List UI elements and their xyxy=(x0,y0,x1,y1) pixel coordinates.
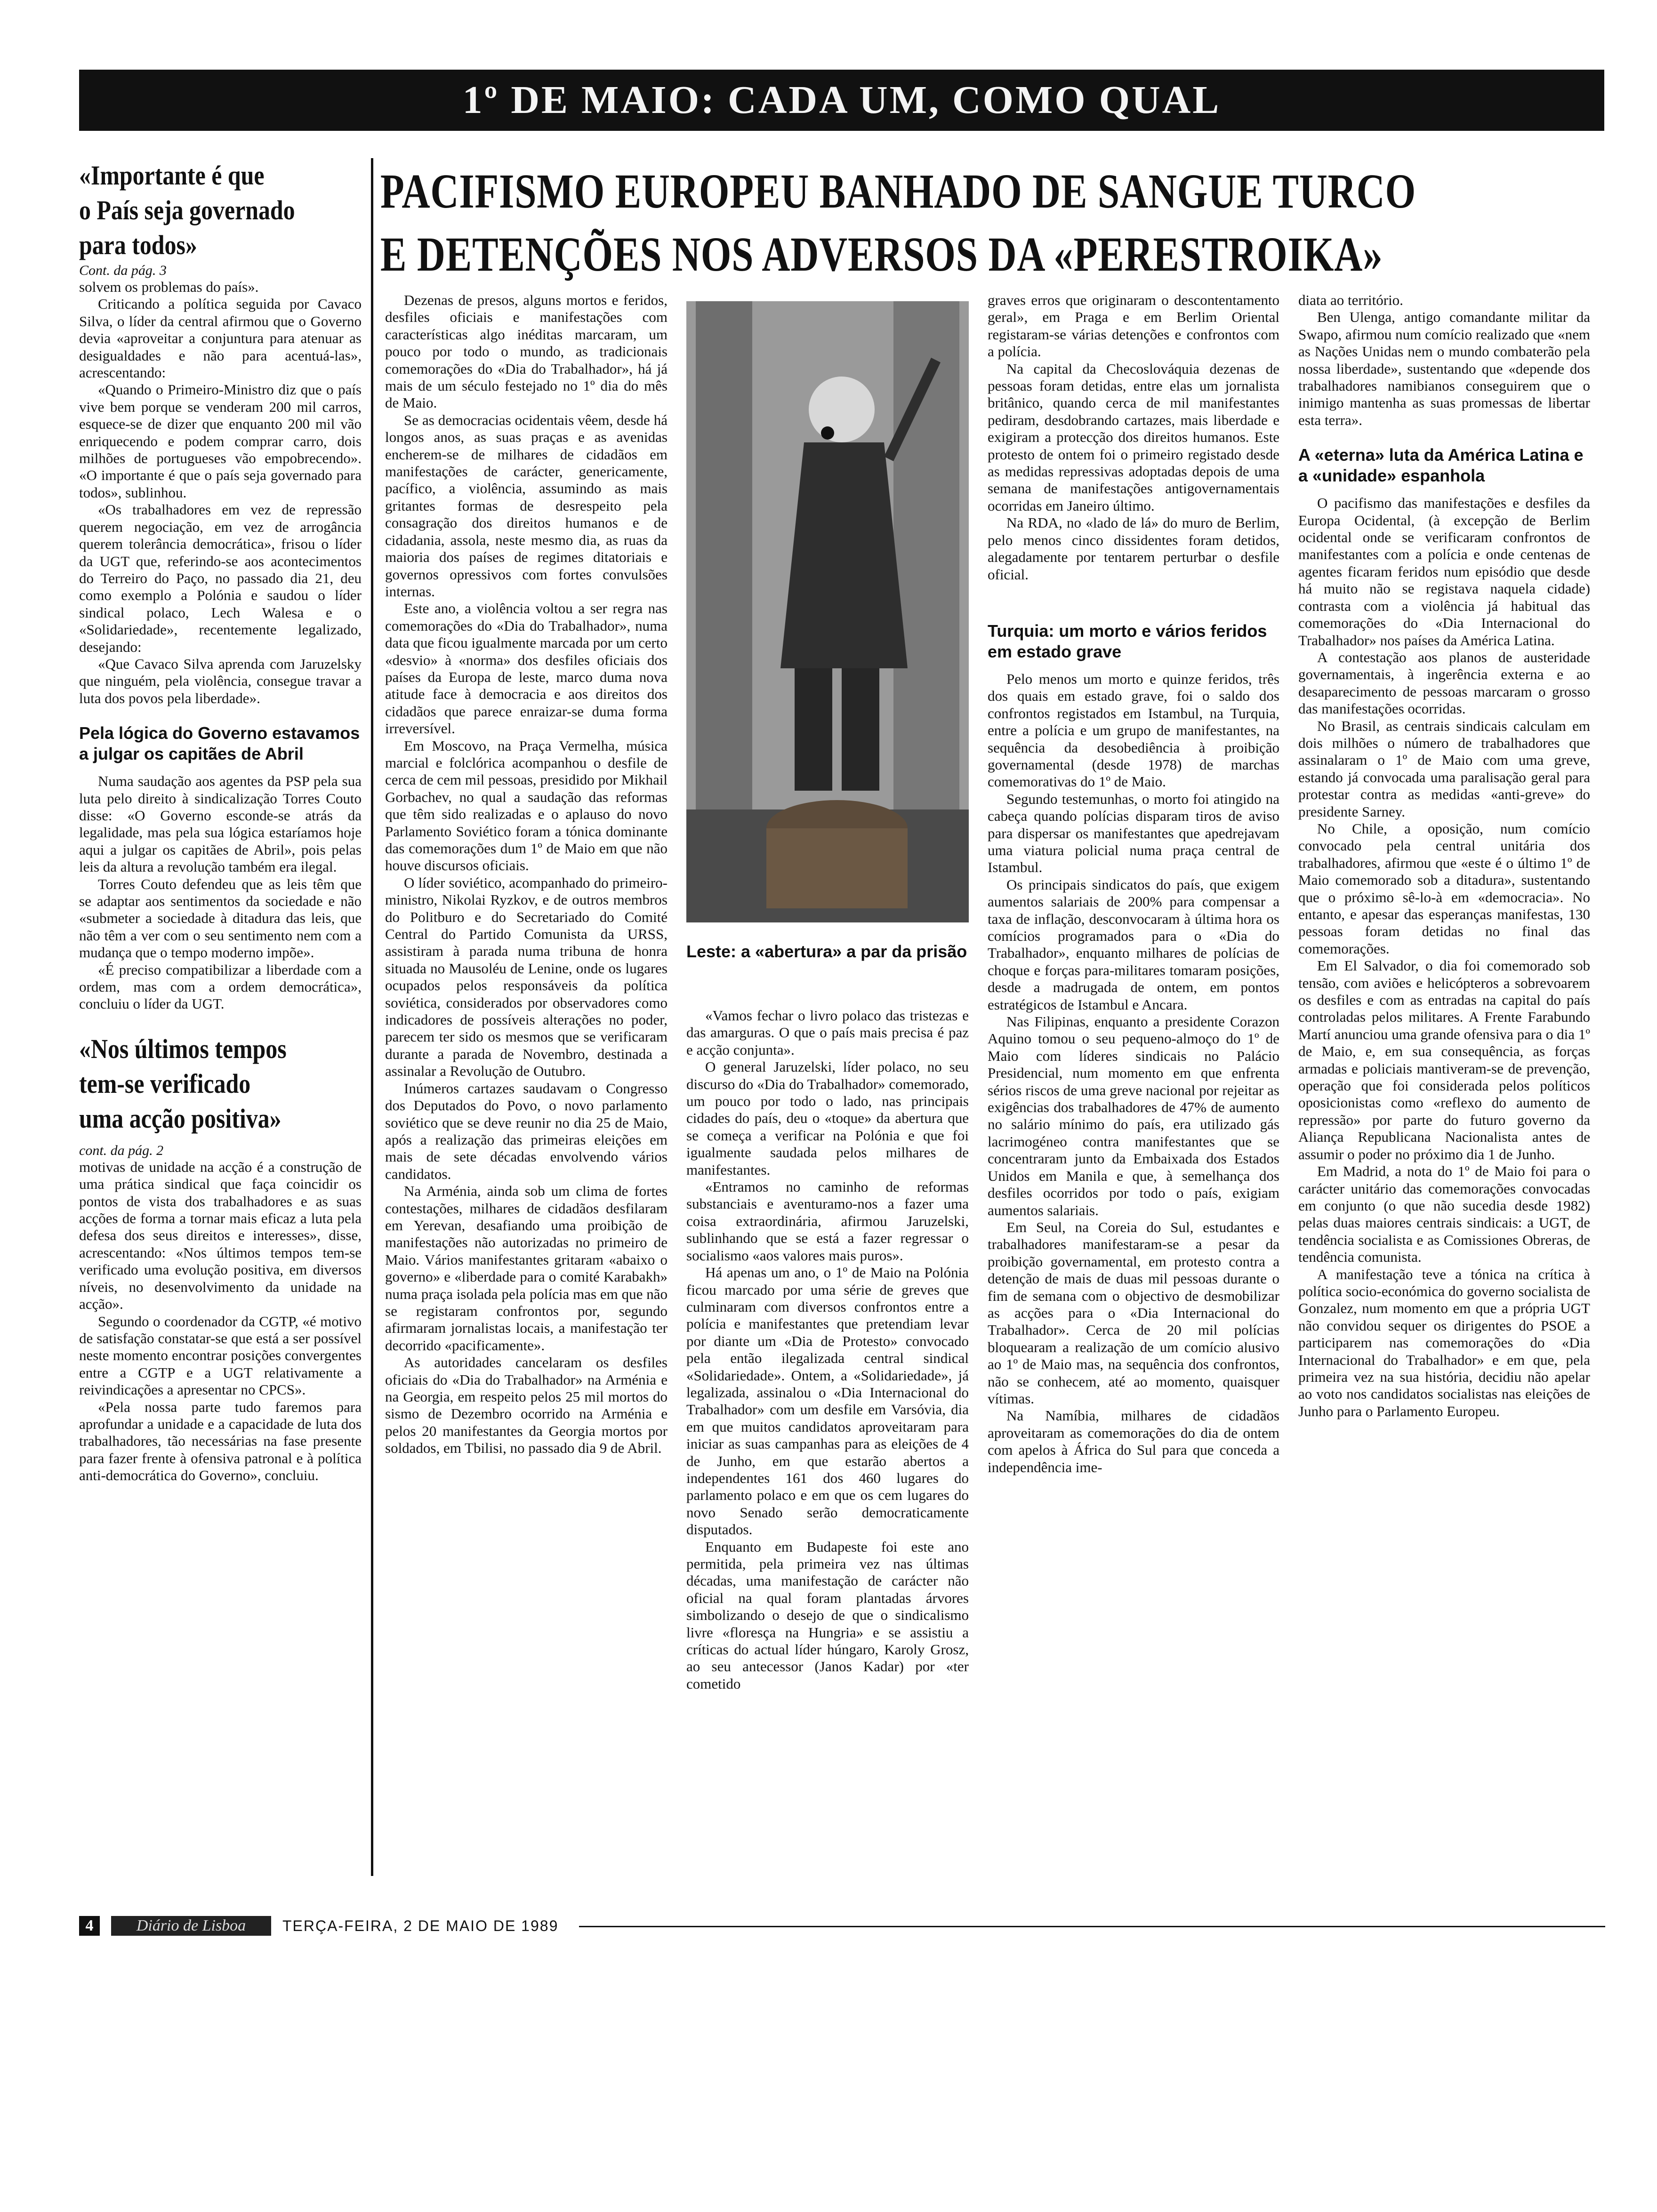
paragraph: Segundo testemunhas, o morto foi atingido na cabeça quando polícias disparam tiros de aviso para dispersar os manifestantes que apedrejavam uma viatura policial numa praça central de Istambul. xyxy=(988,790,1279,876)
paragraph: diata ao território. xyxy=(1298,292,1403,308)
paragraph: «Que Cavaco Silva aprenda com Jaruzelsky que ninguém, pela violência, consegue travar a luta dos povos pela liberdade». xyxy=(79,655,362,706)
paragraph: motivas de unidade na acção é a construção de uma prática sindical que faça coincidir os pontos de vista dos trabalhadores e as suas acções de forma a tornar mais eficaz a luta pela defesa dos seus direitos e interesses», disse, acrescentando: «Nos últimos tempos tem-se verificado uma evolução positiva, em diversos níveis, no desenvolvimento da unidade na acção». xyxy=(79,1158,362,1313)
paragraph: Há apenas um ano, o 1º de Maio na Polónia ficou marcado por uma série de greves que culminaram com diversos confrontos entre a polícia e manifestantes que pretendiam levar por diante um «Dia de Protesto» convocado pela então ilegalizada central sindical «Solidariedade». Ontem, a «Solidariedade», já legalizada, assinalou o «Dia Internacional do Trabalhador» com um desfile em Varsóvia, dia em que muitos candidatos aproveitaram para iniciar as suas campanhas para as eleições de 4 de Junho, em que estarão abertos a independentes 161 dos 460 lugares do parlamento polaco e em que os cem lugares do novo Senado serão democraticamente disputados. xyxy=(686,1264,969,1538)
paragraph: O general Jaruzelski, líder polaco, no seu discurso do «Dia do Trabalhador» comemorado, um pouco por todo o lado, nas principais cidades do país, deu o «toque» da abertura que se começa a verificar na Polónia e que foi igualmente saudada pelos milhares de manifestantes. xyxy=(686,1058,969,1178)
column-divider xyxy=(371,158,373,1876)
paragraph: Em Seul, na Coreia do Sul, estudantes e trabalhadores manifestaram-se a pesar da proibição governamental, em protesto contra a detenção de mais de duas mil pessoas durante o fim de semana com o objectivo de desmobilizar as acções para o «Dia Internacional do Trabalhador». Cerca de 20 mil polícias bloquearam a realização de um comício alusivo ao 1º de Maio mas, na sequência dos confrontos, não se conhecem, até ao momento, quaisquer vítimas. xyxy=(988,1218,1279,1407)
paragraph: Nas Filipinas, enquanto a presidente Corazon Aquino tomou o seu pequeno-almoço do 1º de Maio com líderes sindicais no Palácio Presidencial, num momento em que enfrenta sérios riscos de uma greve nacional por rejeitar as exigências dos trabalhadores de 47% de aumento no salário mínimo do país, era utilizado gás lacrimogéneo contra manifestantes que se concentraram junto da Embaixada dos Estados Unidos em Manila e que, à semelhança dos desfiles ocorridos por todo o país, exigiam aumentos salariais. xyxy=(988,1013,1279,1218)
paragraph: Se as democracias ocidentais vêem, desde há longos anos, as suas praças e as avenidas encherem-se de milhares de cidadãos em manifestações de carácter, genericamente, pacífico, a violência, assumindo as mais gritantes formas de desrespeito pela consagração dos direitos humanos e de cidadania, assola, neste mesmo dia, as ruas da maioria dos países de regimes ditatoriais e governos opressivos com fortes convulsões internas. xyxy=(385,411,668,600)
paragraph: No Chile, a oposição, num comício convocado pela central unitária dos trabalhadores, afirmou que «este é o último 1º de Maio comemorado sob a ditadura», sustentando que o próximo sê-lo-à em «democracia». No entanto, e apesar das esperanças manifestas, 130 pessoas foram detidas no final das comemorações. xyxy=(1298,820,1590,957)
paragraph: Em Madrid, a nota do 1º de Maio foi para o carácter unitário das comemorações convocadas em conjunto (o que não sucedia desde 1982) pelas duas maiores centrais sindicais: a UGT, de tendência socialista e as Comissiones Obreras, de tendência comunista. xyxy=(1298,1163,1590,1266)
headline-line: E DETENÇÕES NOS ADVERSOS DA «PERESTROIKA» xyxy=(380,227,1383,281)
paragraph: solvem os problemas do país». xyxy=(79,279,259,295)
photo-caption: Leste: a «abertura» a par da prisão xyxy=(686,942,967,961)
paragraph: Criticando a política seguida por Cavaco Silva, o líder da central afirmou que o Governo devia «aproveitar a conjuntura para atenuar as desigualdades e não para acentuá-las», acrescentando: xyxy=(79,296,362,381)
paragraph: Segundo o coordenador da CGTP, «é motivo de satisfação constatar-se que está a ser possível neste momento encontrar posições convergentes entre a CGTP e a UGT relativamente a reivindicações a apresentar no CPCS». xyxy=(79,1313,362,1398)
paragraph: As autoridades cancelaram os desfiles oficiais do «Dia do Trabalhador» na Arménia e na Georgia, em respeito pelos 25 mil mortos do sismo de Dezembro ocorrido na Arménia e pelos 20 manifestantes da Georgia mortos por soldados, em Tbilisi, no passado dia 9 de Abril. xyxy=(385,1354,668,1457)
article-column-4 xyxy=(1298,292,1590,1883)
news-photo xyxy=(686,301,969,922)
paragraph: A manifestação teve a tónica na crítica à política socio-económica do governo socialista de Gonzalez, num momento em que a própria UGT não convidou sequer os dirigentes do PSOE a participarem nas comemorações do «Dia Internacional do Trabalhador» e em que, pela primeira vez na sua história, decidiu não apelar ao voto nos candidatos socialistas nas eleições de Junho para o Parlamento Europeu. xyxy=(1298,1266,1590,1419)
subheading: Pela lógica do Governo estavamos a julgar os capitães de Abril xyxy=(79,723,360,764)
subheading: Turquia: um morto e vários feridos em estado grave xyxy=(988,621,1267,661)
paragraph: graves erros que originaram o descontentamento geral», em Praga e em Berlim Oriental registaram-se várias detenções e confrontos com a polícia. xyxy=(988,292,1279,360)
paragraph: A contestação aos planos de austeridade governamentais, à ingerência externa e ao desaparecimento de pessoas marcaram o grosso das manifestações ocorridas. xyxy=(1298,649,1590,717)
paragraph: Torres Couto defendeu que as leis têm que se adaptar aos sentimentos da sociedade e não «submeter a sociedade à ditadura das leis, que não têm a ver com o seu sentimento nem com a mudança que o tempo moderno impõe». xyxy=(79,875,362,961)
paragraph: Na Arménia, ainda sob um clima de fortes contestações, milhares de cidadãos desfilaram em Yerevan, desafiando uma proibição de manifestações não autorizadas no primeiro de Maio. Vários manifestantes gritaram «abaixo o governo» e «liberdade para o comité Karabakh» numa praça isolada pela polícia mas em que não se registaram confrontos por, segundo afirmaram jornalistas locais, a manifestação ter decorrido «pacificamente». xyxy=(385,1183,668,1354)
paragraph: Os principais sindicatos do país, que exigem aumentos salariais de 200% para compensar a taxa de inflação, desconvocaram à última hora os comícios programados para o «Dia do Trabalhador», enquanto milhares de polícias de choque e forças para-militares tomaram posições, desde a madrugada de ontem, em pontos estratégicos de Istambul e Ancara. xyxy=(988,876,1279,1013)
headline-line: para todos» xyxy=(79,230,197,260)
sidebar2-headline xyxy=(79,1032,362,1136)
paragraph: O pacifismo das manifestações e desfiles da Europa Ocidental, (à excepção de Berlim ocidental onde se verificaram confrontos de manifestantes com a polícia e onde centenas de agentes ficaram feridos num episódio que desde há muito não se registava naquela cidade) contrasta com a violência já habitual das comemorações do «Dia Internacional do Trabalhador» nos países da América Latina. xyxy=(1298,495,1590,649)
footer-rule xyxy=(579,1926,1605,1927)
paragraph: No Brasil, as centrais sindicais calculam em dois milhões o número de trabalhadores que assinalaram o 1º de Maio com uma greve, estando já convocada uma paralisação geral para protestar contra as medidas «anti-greve» do presidente Sarney. xyxy=(1298,717,1590,820)
headline-line: PACIFISMO EUROPEU BANHADO DE SANGUE TURCO xyxy=(380,164,1416,218)
footer-bar xyxy=(79,1915,573,1936)
article-column-3 xyxy=(988,292,1279,1883)
paragraph: Em El Salvador, o dia foi comemorado sob tensão, com aviões e helicópteros a sobrevoarem os desfiles e com as entradas na capital do país controladas pelos militares. A Frente Farabundo Martí anunciou uma grande ofensiva para o dia 1º de Maio, e, em sua consequência, as forças armadas e policiais mantiveram-se de prevenção, operação que foi considerada pelos políticos oposicionistas como «reflexo do aumento de repressão» por parte do futuro governo da Aliança Republicana Nacionalista antes de assumir o poder no próximo dia 1 de Junho. xyxy=(1298,957,1590,1162)
paragraph: Dezenas de presos, alguns mortos e feridos, desfiles oficiais e manifestações com características algo inéditas marcaram, um pouco por todo o mundo, as tradicionais comemorações do «Dia do Trabalhador», há já mais de um século festejado no 1º dia do mês de Maio. xyxy=(385,292,668,411)
paragraph: Ben Ulenga, antigo comandante militar da Swapo, afirmou num comício realizado que «nem as Nações Unidas nem o mundo combaterão pela nossa liberdade», sustentando que «depende dos trabalhadores namibianos conseguirem que o inimigo mantenha as suas promessas de libertar esta terra». xyxy=(1298,309,1590,428)
headline-line: uma acção positiva» xyxy=(79,1103,282,1134)
sidebar-column xyxy=(79,158,362,1881)
headline-line: tem-se verificado xyxy=(79,1068,251,1099)
section-banner: 1º DE MAIO: CADA UM, COMO QUAL xyxy=(79,70,1604,131)
paragraph: Pelo menos um morto e quinze feridos, três dos quais em estado grave, foi o saldo dos confrontos registados em Istambul, na Turquia, entre a polícia e um grupo de manifestantes, na sequência da desobediência à proibição governamental (desde 1978) de marchas comemorativas do 1º de Maio. xyxy=(988,670,1279,790)
page-number: 4 xyxy=(79,1916,100,1936)
paragraph: Na RDA, no «lado de lá» do muro de Berlim, pelo menos cinco dissidentes foram detidos, alegadamente por tentarem perturbar o desfile oficial. xyxy=(988,514,1279,583)
paragraph: Na capital da Checoslováquia dezenas de pessoas foram detidas, entre elas um jornalista britânico, quando cerca de mil manifestantes pediram, desdobrando cartazes, mais liberdade e exigiram a protecção dos direitos humanos. Este protesto de ontem foi o primeiro registado desde as medidas repressivas adoptadas depois de uma semana de manifestações antigovernamentais ocorridas em Janeiro último. xyxy=(988,360,1279,514)
speaker-photo-illustration xyxy=(686,301,969,922)
headline-line: o País seja governado xyxy=(79,195,295,225)
paragraph: «Vamos fechar o livro polaco das tristezas e das amarguras. O que o país mais precisa é paz e acção conjunta». xyxy=(686,1007,969,1058)
paragraph: «Entramos no caminho de reformas substanciais e aventuramo-nos a fazer uma coisa extraordinária, afirmou Jaruzelski, sublinhando que se está a fazer regressar o socialismo «aos valores mais puros». xyxy=(686,1178,969,1264)
paragraph: O líder soviético, acompanhado do primeiro-ministro, Nikolai Ryzkov, e de outros membros do Politburo e do Secretariado do Comité Central do Partido Comunista da URSS, assistiram à parada numa tribuna de honra situada no Mausoléu de Lenine, onde os lugares ocupados pelos responsáveis da política soviética, considerados por observadores como indicadores de possíveis alterações no poder, parecem ter sido os mesmos que se verificaram durante a parada de Novembro, destinada a assinalar a Revolução de Outubro. xyxy=(385,874,668,1080)
headline-line: «Nos últimos tempos xyxy=(79,1033,287,1064)
paragraph: «Os trabalhadores em vez de repressão querem negociação, em vez de arrogância querem tolerância democrática», frisou o líder da UGT que, referindo-se aos acontecimentos do Terreiro do Paço, no passado dia 21, deu como exemplo a Polónia e saudou o líder sindical polaco, Lech Walesa e o «Solidariedade», recentemente legalizado, desejando: xyxy=(79,501,362,655)
issue-date: TERÇA-FEIRA, 2 DE MAIO DE 1989 xyxy=(282,1917,559,1934)
paragraph: Numa saudação aos agentes da PSP pela sua luta pelo direito à sindicalização Torres Couto disse: «O Governo esconde-se atrás da legalidade, mas pela sua lógica estaríamos hoje aqui a julgar os capitães de Abril», pois pelas leis da altura a revolução também era ilegal. xyxy=(79,773,362,875)
paragraph: Inúmeros cartazes saudavam o Congresso dos Deputados do Povo, o novo parlamento soviético que se deve reunir no dia 25 de Maio, após a realização das primeiras eleições em mais de sete décadas envolvendo vários candidatos. xyxy=(385,1080,668,1182)
continuation-note: Cont. da pág. 3 xyxy=(79,263,167,278)
paragraph: Na Namíbia, milhares de cidadãos aproveitaram as comemorações do dia de ontem com apelos à África do Sul para que conceda a independência ime- xyxy=(988,1407,1279,1475)
masthead-logo: Diário de Lisboa xyxy=(111,1916,271,1936)
headline-line: «Importante é que xyxy=(79,160,265,191)
article-column-1 xyxy=(385,292,668,1883)
paragraph: «É preciso compatibilizar a liberdade com a ordem, mas com a ordem democrática», concluiu o líder da UGT. xyxy=(79,961,362,1012)
continuation-note: cont. da pág. 2 xyxy=(79,1142,164,1158)
paragraph: Em Moscovo, na Praça Vermelha, música marcial e folclórica acompanhou o desfile de cerca de cem mil pessoas, presidido por Mikhail Gorbachev, no qual a saudação das reformas que têm sido realizadas e o aplauso do novo Parlamento Soviético foram a tónica dominante das comemorações dum 1º de Maio em que não houve discursos oficiais. xyxy=(385,737,668,874)
paragraph: «Pela nossa parte tudo faremos para aprofundar a unidade e a capacidade de luta dos trabalhadores, tão necessárias na fase presente para fazer frente à ofensiva patronal e à política anti-democrática do Governo», concluiu. xyxy=(79,1398,362,1484)
sidebar1-headline xyxy=(79,158,362,263)
article-column-2 xyxy=(686,1007,969,1883)
main-headline xyxy=(380,160,1604,292)
paragraph: Enquanto em Budapeste foi este ano permitida, pela primeira vez nas últimas décadas, uma manifestação de carácter não oficial na qual foram plantadas árvores simbolizando o desejo de que o sindicalismo livre «floresça na Hungria» e se assistiu a críticas do actual líder húngaro, Karoly Grosz, ao seu antecessor (Janos Kadar) por «ter cometido xyxy=(686,1538,969,1692)
subheading: A «eterna» luta da América Latina e a «unidade» espanhola xyxy=(1298,445,1584,486)
paragraph: «Quando o Primeiro-Ministro diz que o país vive bem porque se venderam 200 mil carros, esquece-se de dizer que enquanto 200 mil vão enriquecendo e podem comprar carro, dois milhões de portugueses vão empobrecendo». «O importante é que o país seja governado para todos», sublinhou. xyxy=(79,381,362,501)
paragraph: Este ano, a violência voltou a ser regra nas comemorações do «Dia do Trabalhador», numa data que ficou igualmente marcada por um certo «desvio» à «norma» dos desfiles oficiais dos países da Europa de leste, marco duma nova atitude face à democracia e aos direitos dos cidadãos que parece enraizar-se duma forma irreversível. xyxy=(385,600,668,737)
